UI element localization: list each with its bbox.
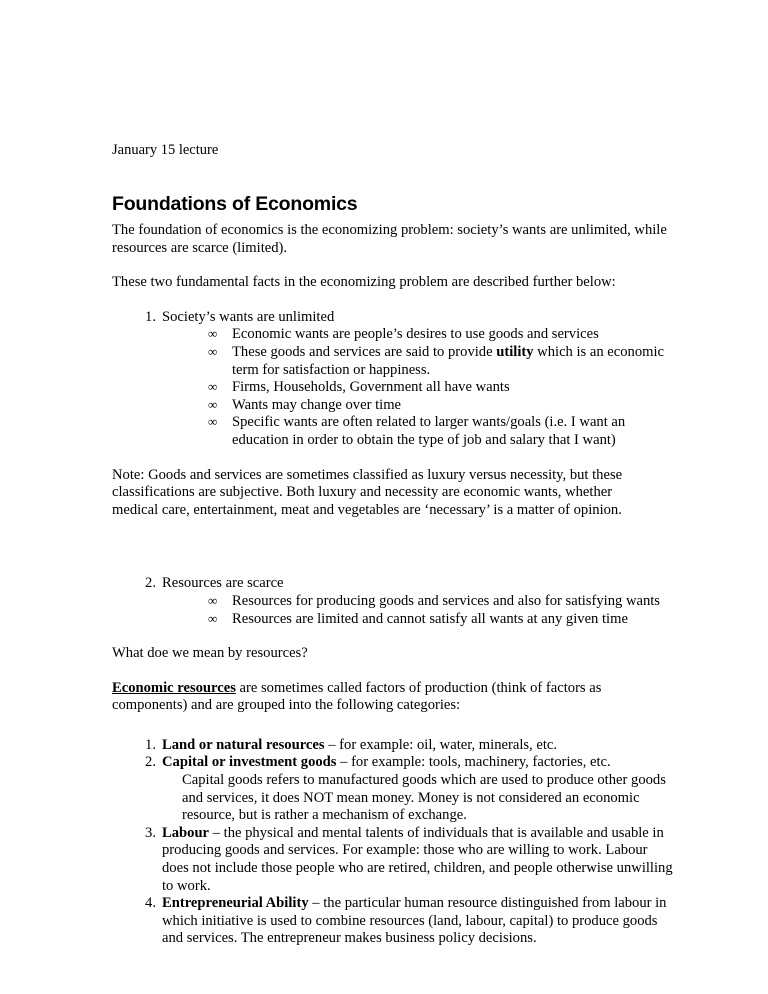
section-1-bullets [112, 326, 674, 449]
bullet-emphasis-utility: utility [496, 343, 534, 360]
list-item [112, 737, 674, 755]
list-item [112, 309, 674, 327]
category-term: Land or natural resources [162, 736, 325, 753]
infinity-bullet-icon: ∞ [208, 343, 218, 359]
infinity-bullet-icon: ∞ [208, 610, 218, 626]
bullet-text-part-2: which is an economic term for satisfaction or happiness. [232, 343, 665, 378]
list-marker: 2. [145, 754, 156, 771]
infinity-bullet-icon: ∞ [208, 396, 218, 412]
section-heading: Society’s wants are unlimited [162, 308, 335, 325]
bullet-text: Resources are limited and cannot satisfy all wants at any given time [232, 610, 628, 627]
list-item [112, 397, 674, 415]
bullet-text-part-1: These goods and services are said to provide [232, 343, 497, 360]
resources-question: What doe we mean by resources? [112, 645, 308, 662]
infinity-bullet-icon: ∞ [208, 592, 218, 608]
resources-scarce-list [112, 575, 674, 593]
bullet-text: Specific wants are often related to larger wants/goals (i.e. I want an education in order to obtain the type of job and salary that I want) [232, 414, 626, 448]
list-item [112, 344, 674, 379]
fundamental-facts-list [112, 309, 674, 327]
economic-resources-rest: are sometimes called factors of production (think of factors as components) and are grouped into the following categories: [112, 679, 602, 714]
page-title: Foundations of Economics [112, 193, 358, 215]
lead-in-paragraph: These two fundamental facts in the economizing problem are described further below: [112, 274, 616, 291]
economic-resources-definition [112, 680, 674, 715]
list-item [112, 326, 674, 344]
list-marker: 2. [145, 575, 156, 592]
list-item [112, 593, 674, 611]
list-item [112, 414, 674, 449]
list-item [112, 611, 674, 629]
bullet-text: Firms, Households, Government all have wants [232, 379, 510, 396]
bullet-text [232, 344, 674, 379]
infinity-bullet-icon: ∞ [208, 326, 218, 342]
list-item [112, 754, 674, 824]
list-marker: 4. [145, 895, 156, 912]
list-marker: 1. [145, 736, 156, 753]
intro-paragraph: The foundation of economics is the economizing problem: society’s wants are unlimited, while resources are scarce (limited). [112, 222, 667, 256]
bullet-text: Economic wants are people’s desires to use goods and services [232, 326, 599, 343]
category-term: Capital or investment goods [162, 754, 337, 771]
category-description: – for example: oil, water, minerals, etc. [324, 736, 558, 753]
category-description: – the physical and mental talents of individuals that is available and usable in producing goods and services. For example: those who are willing to work. Labour does not include those people who are retired, children, and people otherwise unwilling to work. [162, 824, 673, 894]
economic-resources-term: Economic resources [112, 679, 236, 696]
list-item [112, 825, 674, 895]
bullet-text: Resources for producing goods and services and also for satisfying wants [232, 592, 660, 609]
bullet-text: Wants may change over time [232, 396, 402, 413]
section-2-bullets [112, 593, 674, 628]
lecture-date-line: January 15 lecture [112, 142, 219, 158]
category-term: Entrepreneurial Ability [162, 895, 309, 912]
list-item [112, 575, 674, 593]
section-heading: Resources are scarce [162, 575, 284, 592]
category-description: – the particular human resource distinguished from labour in which initiative is used to combine resources (land, labour, capital) to produce goods and services. The entrepreneur makes business policy decisions. [162, 895, 667, 947]
resource-categories-list [112, 737, 674, 948]
document-content [112, 142, 674, 948]
list-item [112, 379, 674, 397]
infinity-bullet-icon: ∞ [208, 379, 218, 395]
category-sub-paragraph: Capital goods refers to manufactured goods which are used to produce other goods and services, it does NOT mean money. Money is not considered an economic resource, but is rather a mechanism of exchange. [182, 772, 666, 824]
luxury-necessity-note: Note: Goods and services are sometimes classified as luxury versus necessity, but these classifications are subjective. Both luxury and necessity are economic wants, whether medical care, entertainment, meat and vegetables are ‘necessary’ is a matter of opinion. [112, 466, 623, 518]
list-item [112, 895, 674, 948]
category-term: Labour [162, 824, 210, 841]
infinity-bullet-icon: ∞ [208, 414, 218, 430]
category-description: – for example: tools, machinery, factories, etc. [336, 754, 611, 771]
list-marker: 1. [145, 308, 156, 325]
list-marker: 3. [145, 824, 156, 841]
